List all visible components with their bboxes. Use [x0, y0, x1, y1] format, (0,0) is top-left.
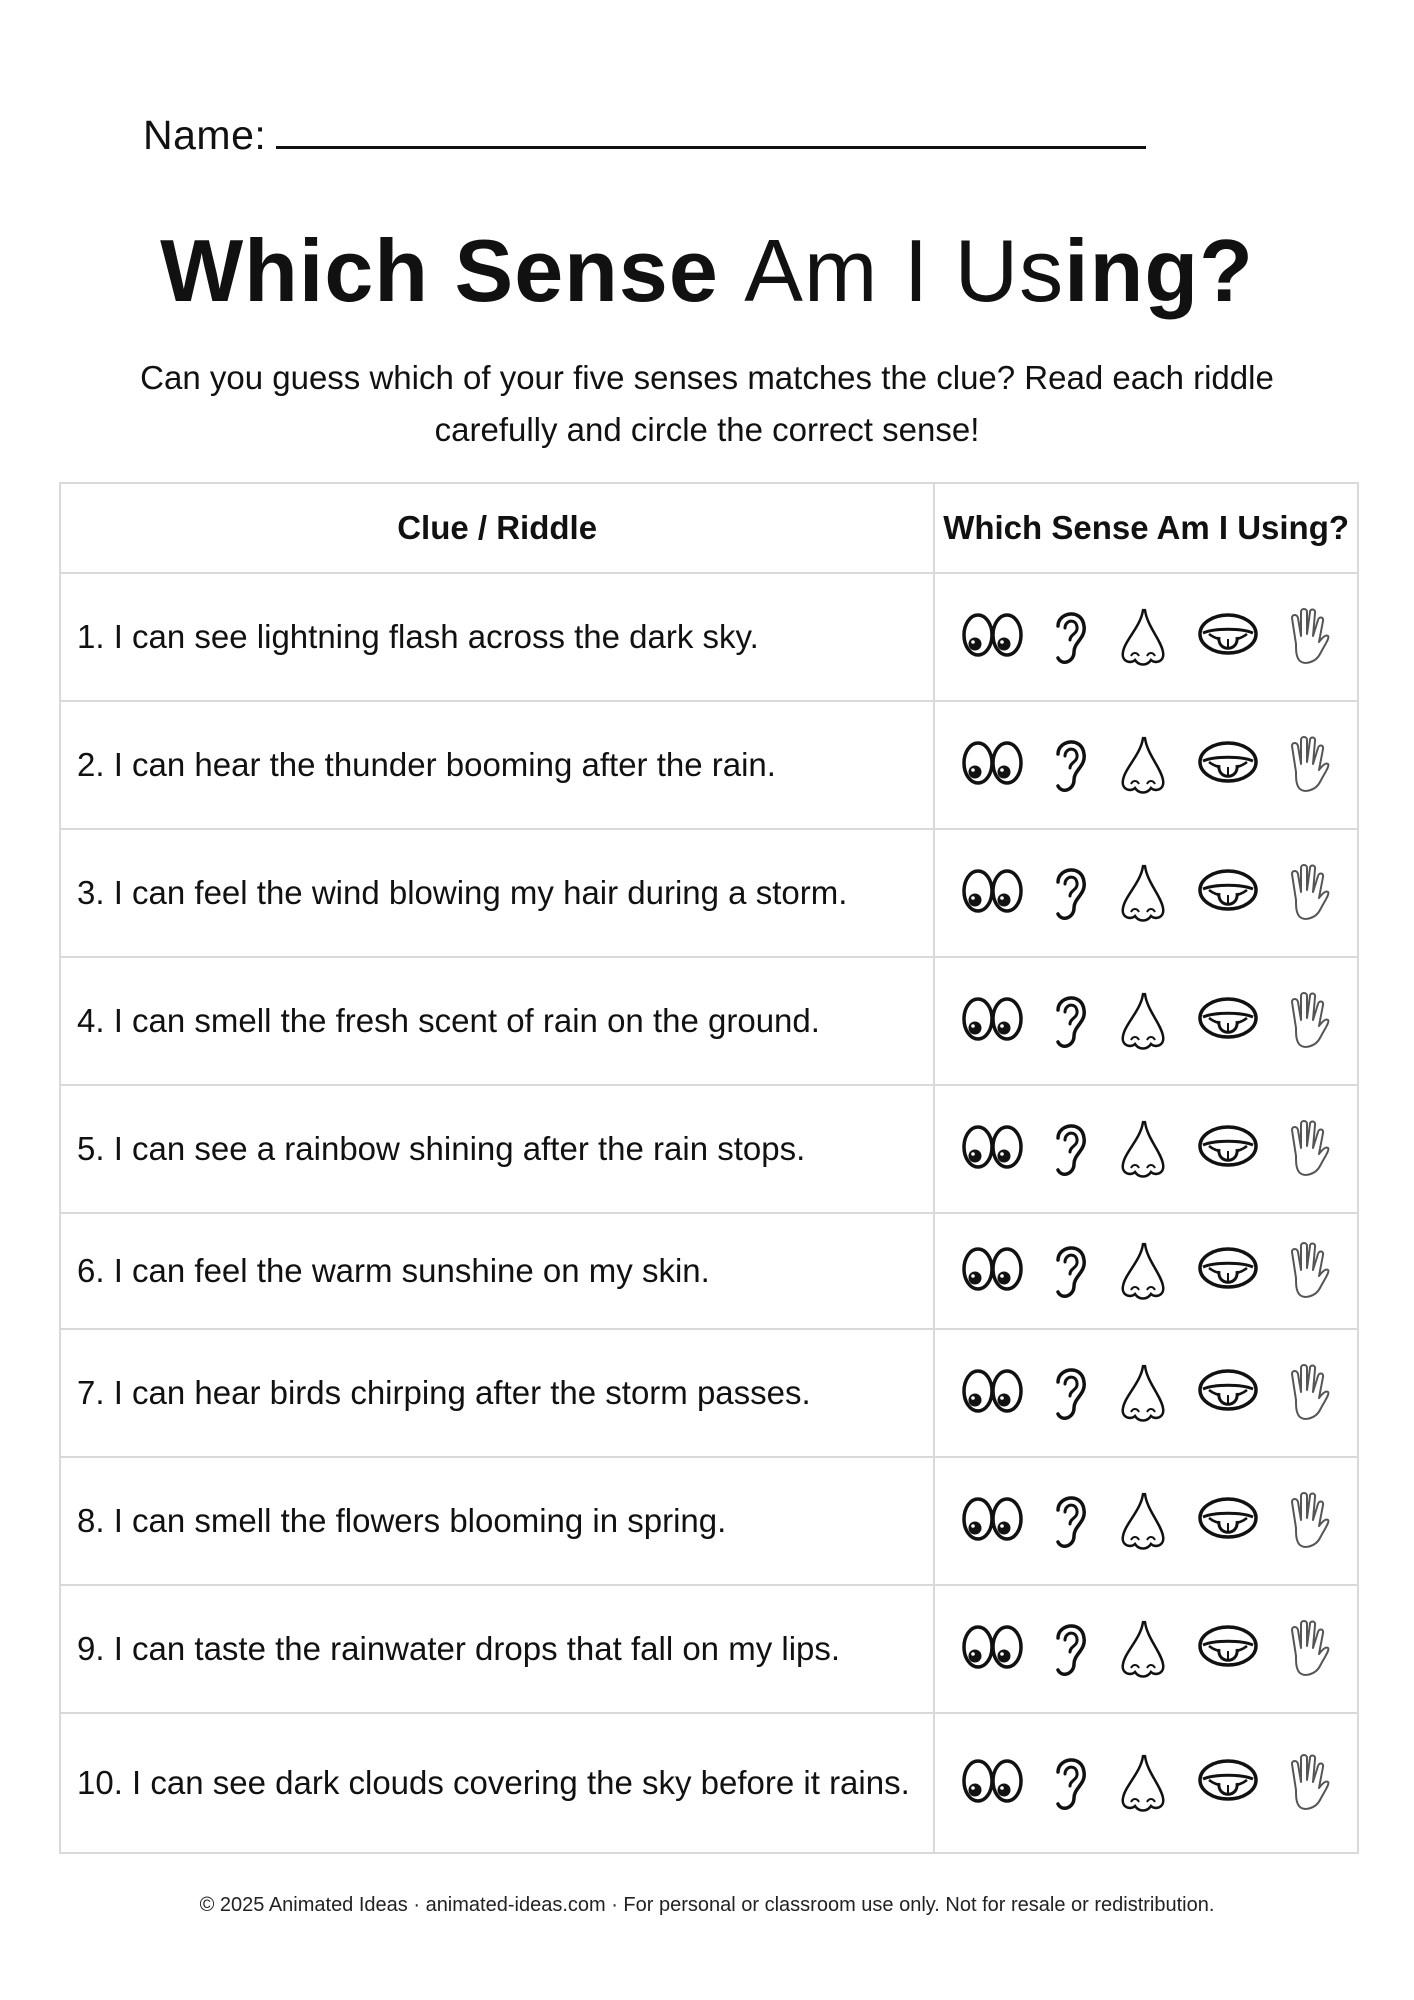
riddle-table	[59, 482, 1359, 1854]
mouth-icon[interactable]	[1195, 1488, 1261, 1554]
sense-options	[934, 1329, 1358, 1457]
eyes-icon[interactable]	[960, 860, 1026, 926]
hand-icon[interactable]	[1282, 732, 1332, 798]
hand-icon[interactable]	[1282, 1488, 1332, 1554]
hand-icon[interactable]	[1282, 988, 1332, 1054]
ear-icon[interactable]	[1048, 1116, 1092, 1182]
instructions: Can you guess which of your five senses matches the clue? Read each riddle carefully and circle the correct sense!	[140, 359, 1274, 448]
riddle-text: 10. I can see dark clouds covering the sky before it rains.	[60, 1713, 934, 1853]
eyes-icon[interactable]	[960, 1488, 1026, 1554]
ear-icon[interactable]	[1048, 1488, 1092, 1554]
eyes-icon[interactable]	[960, 604, 1026, 670]
sense-options	[934, 1585, 1358, 1713]
riddle-text: 3. I can feel the wind blowing my hair during a storm.	[60, 829, 934, 957]
hand-icon[interactable]	[1282, 1616, 1332, 1682]
table-header-row	[60, 483, 1358, 573]
ear-icon[interactable]	[1048, 1750, 1092, 1816]
sense-options	[934, 1713, 1358, 1853]
nose-icon[interactable]	[1113, 1116, 1173, 1182]
sense-options	[934, 957, 1358, 1085]
eyes-icon[interactable]	[960, 1116, 1026, 1182]
mouth-icon[interactable]	[1195, 1360, 1261, 1426]
title-word-am-i: Am I	[744, 221, 930, 320]
mouth-icon[interactable]	[1195, 860, 1261, 926]
eyes-icon[interactable]	[960, 1616, 1026, 1682]
nose-icon[interactable]	[1113, 860, 1173, 926]
sense-options	[934, 1213, 1358, 1329]
mouth-icon[interactable]	[1195, 604, 1261, 670]
riddle-text: 5. I can see a rainbow shining after the rain stops.	[60, 1085, 934, 1213]
nose-icon[interactable]	[1113, 732, 1173, 798]
sense-column-header: Which Sense Am I Using?	[934, 483, 1358, 573]
ear-icon[interactable]	[1048, 604, 1092, 670]
mouth-icon[interactable]	[1195, 1616, 1261, 1682]
riddle-text: 9. I can taste the rainwater drops that fall on my lips.	[60, 1585, 934, 1713]
ear-icon[interactable]	[1048, 1238, 1092, 1304]
ear-icon[interactable]	[1048, 988, 1092, 1054]
ear-icon[interactable]	[1048, 732, 1092, 798]
nose-icon[interactable]	[1113, 1616, 1173, 1682]
page-title	[0, 220, 1414, 322]
riddle-text: 2. I can hear the thunder booming after the rain.	[60, 701, 934, 829]
hand-icon[interactable]	[1282, 604, 1332, 670]
eyes-icon[interactable]	[960, 1750, 1026, 1816]
nose-icon[interactable]	[1113, 1488, 1173, 1554]
riddle-text: 8. I can smell the flowers blooming in spring.	[60, 1457, 934, 1585]
riddle-text: 4. I can smell the fresh scent of rain on the ground.	[60, 957, 934, 1085]
table-row	[60, 1713, 1358, 1853]
sense-options	[934, 573, 1358, 701]
clue-column-header: Clue / Riddle	[60, 483, 934, 573]
riddle-text: 1. I can see lightning flash across the dark sky.	[60, 573, 934, 701]
name-label: Name:	[143, 112, 267, 158]
mouth-icon[interactable]	[1195, 1116, 1261, 1182]
name-field[interactable]	[143, 112, 1146, 159]
title-word-which: Which	[160, 221, 430, 320]
eyes-icon[interactable]	[960, 988, 1026, 1054]
ear-icon[interactable]	[1048, 1616, 1092, 1682]
mouth-icon[interactable]	[1195, 1238, 1261, 1304]
mouth-icon[interactable]	[1195, 988, 1261, 1054]
ear-icon[interactable]	[1048, 1360, 1092, 1426]
title-word-us: Us	[954, 221, 1065, 320]
hand-icon[interactable]	[1282, 1116, 1332, 1182]
mouth-icon[interactable]	[1195, 1750, 1261, 1816]
ear-icon[interactable]	[1048, 860, 1092, 926]
table-row	[60, 829, 1358, 957]
hand-icon[interactable]	[1282, 1238, 1332, 1304]
sense-options	[934, 1085, 1358, 1213]
hand-icon[interactable]	[1282, 860, 1332, 926]
table-row	[60, 1457, 1358, 1585]
nose-icon[interactable]	[1113, 988, 1173, 1054]
table-row	[60, 1085, 1358, 1213]
eyes-icon[interactable]	[960, 1238, 1026, 1304]
sense-options	[934, 701, 1358, 829]
riddle-text: 6. I can feel the warm sunshine on my skin.	[60, 1213, 934, 1329]
table-row	[60, 573, 1358, 701]
mouth-icon[interactable]	[1195, 732, 1261, 798]
name-blank-line[interactable]	[276, 145, 1146, 149]
riddle-text: 7. I can hear birds chirping after the storm passes.	[60, 1329, 934, 1457]
title-word-sense: Sense	[454, 221, 719, 320]
nose-icon[interactable]	[1113, 1360, 1173, 1426]
sense-options	[934, 1457, 1358, 1585]
nose-icon[interactable]	[1113, 1750, 1173, 1816]
eyes-icon[interactable]	[960, 1360, 1026, 1426]
table-row	[60, 1329, 1358, 1457]
title-word-ng: ng?	[1089, 221, 1254, 320]
table-row	[60, 957, 1358, 1085]
hand-icon[interactable]	[1282, 1750, 1332, 1816]
table-row	[60, 1213, 1358, 1329]
title-letter-i: i	[1064, 221, 1090, 320]
footer-copyright: © 2025 Animated Ideas · animated-ideas.com · For personal or classroom use only. Not for resale or redistribution.	[199, 1894, 1215, 1916]
table-row	[60, 1585, 1358, 1713]
table-row	[60, 701, 1358, 829]
nose-icon[interactable]	[1113, 604, 1173, 670]
eyes-icon[interactable]	[960, 732, 1026, 798]
nose-icon[interactable]	[1113, 1238, 1173, 1304]
sense-options	[934, 829, 1358, 957]
hand-icon[interactable]	[1282, 1360, 1332, 1426]
